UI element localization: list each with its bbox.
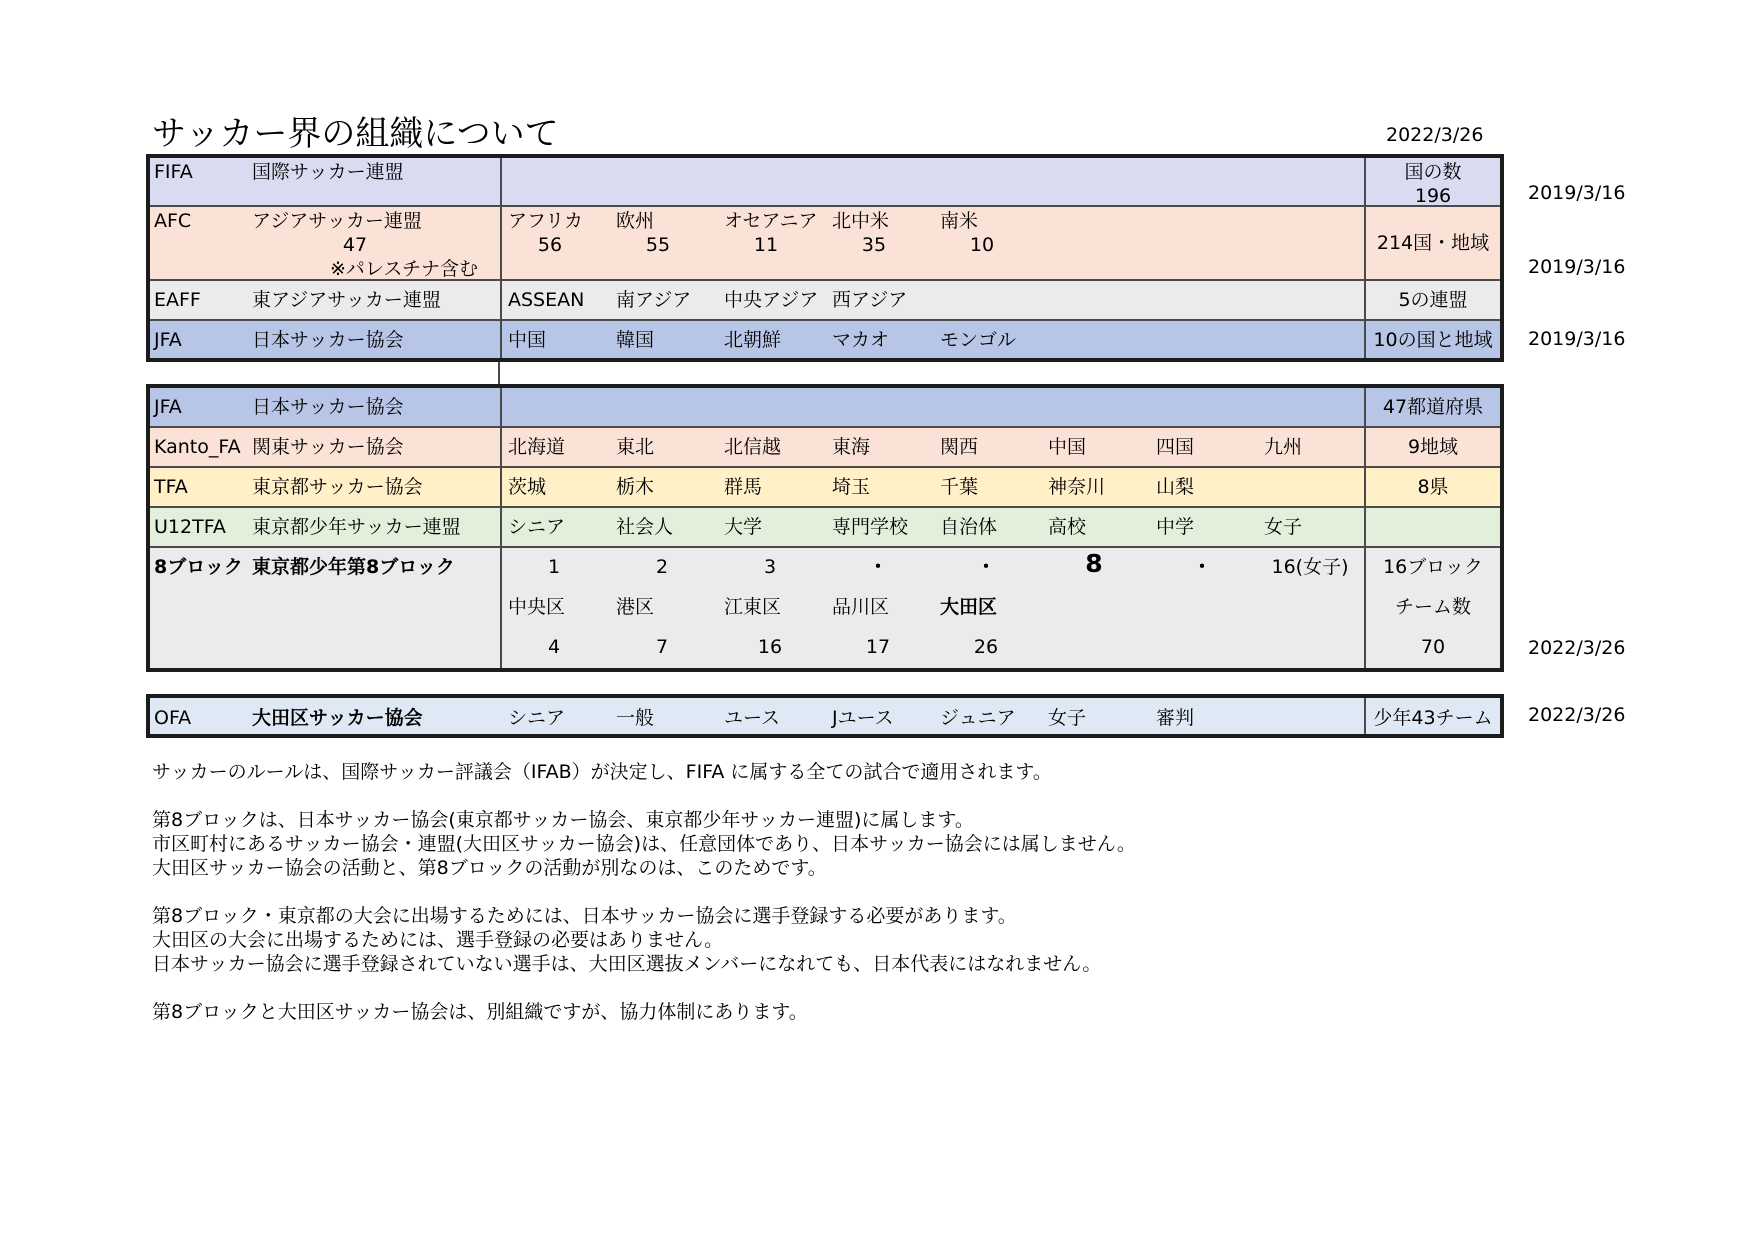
u12-category: 大学 [724,516,763,538]
eaff-abbr: EAFF [154,289,201,311]
note-line: 市区町村にあるサッカー協会・連盟(大田区サッカー協会)は、任意団体であり、日本サッカー協会には属しません。 [152,833,1136,855]
afc-name: アジアサッカー連盟 [252,210,422,232]
block-abbr: 8ブロック [154,556,243,578]
eaff-region: ASSEAN [508,289,585,311]
block-total: 16ブロック [1383,556,1483,578]
tfa-pref: 埼玉 [832,476,871,498]
eaff-name: 東アジアサッカー連盟 [252,289,441,311]
kanto-region: 東北 [616,436,655,458]
document-date: 2022/3/26 [1386,124,1484,146]
afc-region: アフリカ [508,210,584,232]
eaff-region: 南アジア [616,289,692,311]
afc-total: 214国・地域 [1376,232,1490,254]
tfa-pref: 山梨 [1156,476,1195,498]
ofa-category: ユース [724,707,781,729]
u12-category: シニア [508,516,566,538]
afc-region-count: 35 [861,234,887,256]
ofa-category: Jユース [832,707,894,729]
table-japan [146,384,1504,672]
afc-region: 北中米 [832,210,890,232]
block-team-count: 7 [655,636,669,658]
jfa-member: マカオ [832,329,890,351]
u12-category: 自治体 [940,516,998,538]
tfa-pref: 千葉 [940,476,979,498]
page-title: サッカー界の組織について [152,114,559,154]
connector-line [498,362,500,384]
kanto-region: 九州 [1264,436,1303,458]
u12-category: 中学 [1156,516,1195,538]
block-team-count: 4 [547,636,561,658]
row-eaff [150,281,1500,321]
note-line: サッカーのルールは、国際サッカー評議会（IFAB）が決定し、FIFA に属する全ての試合で適用されます。 [152,761,1052,783]
block-team-count: 16 [757,636,783,658]
row-8block [150,548,1500,668]
row-kanto [150,428,1500,468]
column-divider [1364,388,1366,668]
afc-region-count: 10 [969,234,995,256]
ofa-category: ジュニア [940,707,1016,729]
afc-member-count: 47 [342,234,368,256]
ofa-category: 一般 [616,707,655,729]
block-number: 16(女子) [1271,556,1349,578]
note-line: 第8ブロックと大田区サッカー協会は、別組織ですが、協力体制にあります。 [152,1001,808,1023]
eaff-total: 5の連盟 [1398,289,1468,311]
jfa2-name: 日本サッカー協会 [252,396,404,418]
notes-section [152,760,1136,1024]
note-line: 日本サッカー協会に選手登録されていない選手は、大田区選抜メンバーになれても、日本代表にはなれません。 [152,953,1102,975]
afc-region-count: 55 [645,234,671,256]
jfa-total: 10の国と地域 [1373,329,1493,351]
kanto-total: 9地域 [1407,436,1459,458]
kanto-region: 四国 [1156,436,1195,458]
fifa-name: 国際サッカー連盟 [252,161,404,183]
block-ward: 中央区 [508,596,566,618]
table-international [146,154,1504,362]
side-date: 2022/3/26 [1528,637,1626,659]
u12-abbr: U12TFA [154,516,226,538]
note-line: 大田区の大会に出場するためには、選手登録の必要はありません。 [152,929,724,951]
table-ota [146,694,1504,738]
side-date: 2022/3/26 [1528,704,1626,726]
ofa-total: 少年43チーム [1373,707,1493,729]
u12-category: 女子 [1264,516,1303,538]
ofa-category: 女子 [1048,707,1087,729]
block-name: 東京都少年第8ブロック [252,556,455,578]
column-divider [1364,158,1366,358]
eaff-region: 中央アジア [724,289,819,311]
u12-category: 高校 [1048,516,1087,538]
kanto-name: 関東サッカー協会 [252,436,404,458]
kanto-abbr: Kanto_FA [154,436,241,458]
block-ward: 大田区 [940,596,998,618]
ofa-category: 審判 [1156,707,1195,729]
tfa-abbr: TFA [154,476,188,498]
column-divider [500,388,502,668]
jfa2-total: 47都道府県 [1382,396,1484,418]
note-line: 第8ブロックは、日本サッカー協会(東京都サッカー協会、東京都少年サッカー連盟)に属します。 [152,809,974,831]
tfa-pref: 群馬 [724,476,763,498]
row-afc [150,207,1500,281]
side-date: 2019/3/16 [1528,182,1626,204]
column-divider [500,158,502,358]
block-team-count: 17 [865,636,891,658]
tfa-pref: 茨城 [508,476,547,498]
tfa-pref: 栃木 [616,476,655,498]
ofa-category: シニア [508,707,566,729]
block-ward: 港区 [616,596,655,618]
u12-category: 専門学校 [832,516,909,538]
afc-region: オセアニア [724,210,818,232]
afc-note: ※パレスチナ含む [330,258,478,280]
row-u12tfa [150,508,1500,548]
block-ward: 江東区 [724,596,782,618]
afc-region: 欧州 [616,210,655,232]
jfa-member: 韓国 [616,329,655,351]
jfa2-abbr: JFA [154,396,182,418]
block-team-total: 70 [1420,636,1446,658]
u12-category: 社会人 [616,516,674,538]
afc-abbr: AFC [154,210,192,232]
row-jfa [150,388,1500,428]
kanto-region: 中国 [1048,436,1087,458]
block-number: 2 [655,556,669,578]
tfa-name: 東京都サッカー協会 [252,476,423,498]
fifa-count-label: 国の数 [1404,161,1462,183]
block-number: ・ [1192,556,1212,578]
eaff-region: 西アジア [832,289,908,311]
afc-region-count: 11 [753,234,779,256]
kanto-region: 北海道 [508,436,566,458]
kanto-region: 北信越 [724,436,782,458]
block-number: 1 [547,556,561,578]
row-jfa-asia [150,321,1500,358]
kanto-region: 関西 [940,436,979,458]
block-number: ・ [868,556,888,578]
side-date: 2019/3/16 [1528,328,1626,350]
tfa-total: 8県 [1417,476,1449,498]
block-ward: 品川区 [832,596,890,618]
u12-name: 東京都少年サッカー連盟 [252,516,461,538]
column-divider [1364,698,1366,734]
jfa-member: 北朝鮮 [724,329,782,351]
tfa-pref: 神奈川 [1048,476,1106,498]
note-line: 大田区サッカー協会の活動と、第8ブロックの活動が別なのは、このためです。 [152,857,827,879]
jfa-member: 中国 [508,329,547,351]
ofa-abbr: OFA [154,707,192,729]
block-team-label: チーム数 [1394,596,1471,618]
fifa-count: 196 [1414,185,1452,207]
row-fifa [150,158,1500,207]
block-team-count: 26 [973,636,999,658]
jfa-member: モンゴル [940,329,1017,351]
block-number-highlight: 8 [1085,549,1103,578]
fifa-abbr: FIFA [154,161,193,183]
ofa-name: 大田区サッカー協会 [252,707,423,729]
jfa-name: 日本サッカー協会 [252,329,404,351]
afc-region: 南米 [940,210,979,232]
block-number: 3 [763,556,777,578]
kanto-region: 東海 [832,436,871,458]
row-tfa [150,468,1500,508]
side-date: 2019/3/16 [1528,256,1626,278]
block-number: ・ [976,556,996,578]
afc-region-count: 56 [537,234,563,256]
jfa-abbr: JFA [154,329,182,351]
note-line: 第8ブロック・東京都の大会に出場するためには、日本サッカー協会に選手登録する必要があります。 [152,905,1017,927]
